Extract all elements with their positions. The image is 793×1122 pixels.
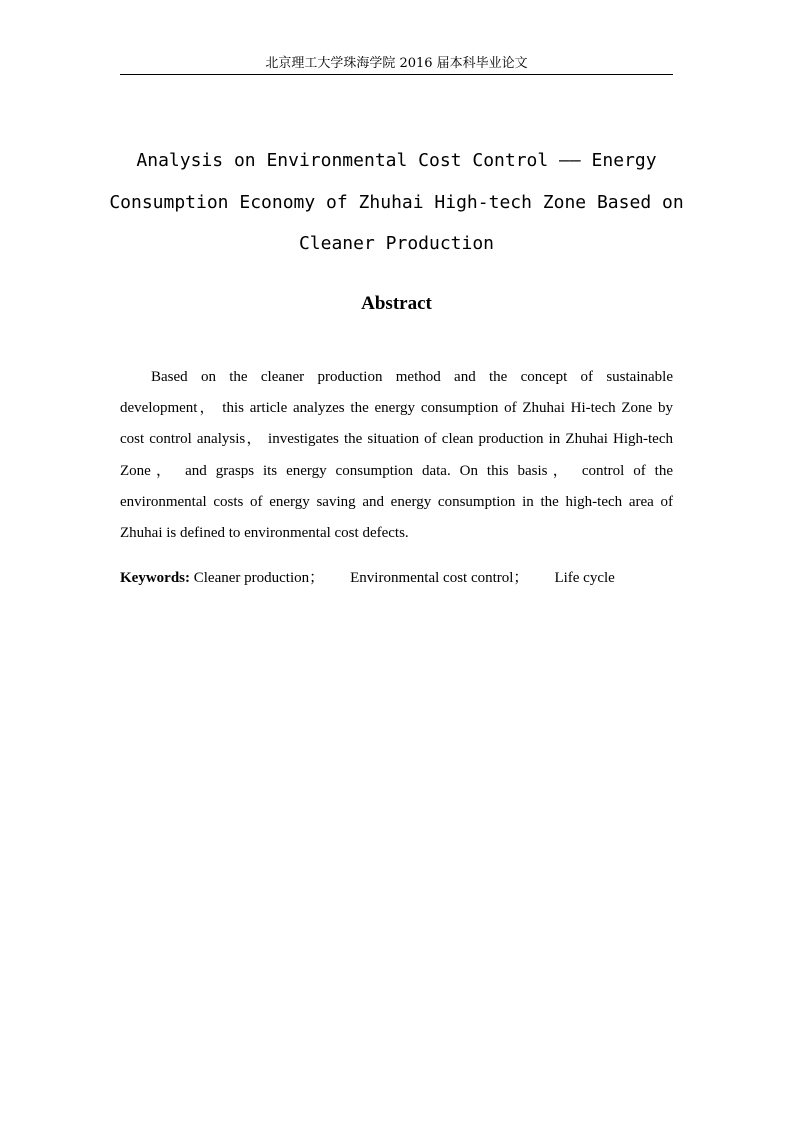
- keyword-item-3: Life cycle: [554, 570, 615, 586]
- keywords-label: Keywords:: [120, 570, 190, 586]
- paper-title: [100, 140, 693, 265]
- running-header: 北京理工大学珠海学院 2016 届本科毕业论文: [265, 56, 528, 71]
- header-rule: [120, 74, 673, 75]
- title-line-3: Cleaner Production: [298, 233, 495, 254]
- title-line-1: Analysis on Environmental Cost Control —— Energy: [136, 150, 657, 171]
- keywords-line: [120, 566, 673, 590]
- keyword-item-2: Environmental cost control；: [350, 570, 529, 586]
- title-line-2: Consumption Economy of Zhuhai High-tech Zone Based on: [109, 191, 684, 213]
- abstract-heading: Abstract: [361, 293, 432, 314]
- abstract-body: Based on the cleaner production method and the concept of sustainable development， this article analyzes the energy consumption of Zhuhai Hi-tech Zone by cost control analysis， investigates the situation of clean production in Zhuhai High-tech Zone， and grasps its energy consumption data. On this basis， control of the environmental costs of energy saving and energy consumption in the high-tech area of Zhuhai is defined to environmental cost defects.: [120, 369, 673, 542]
- keyword-item-1: Cleaner production；: [193, 570, 325, 586]
